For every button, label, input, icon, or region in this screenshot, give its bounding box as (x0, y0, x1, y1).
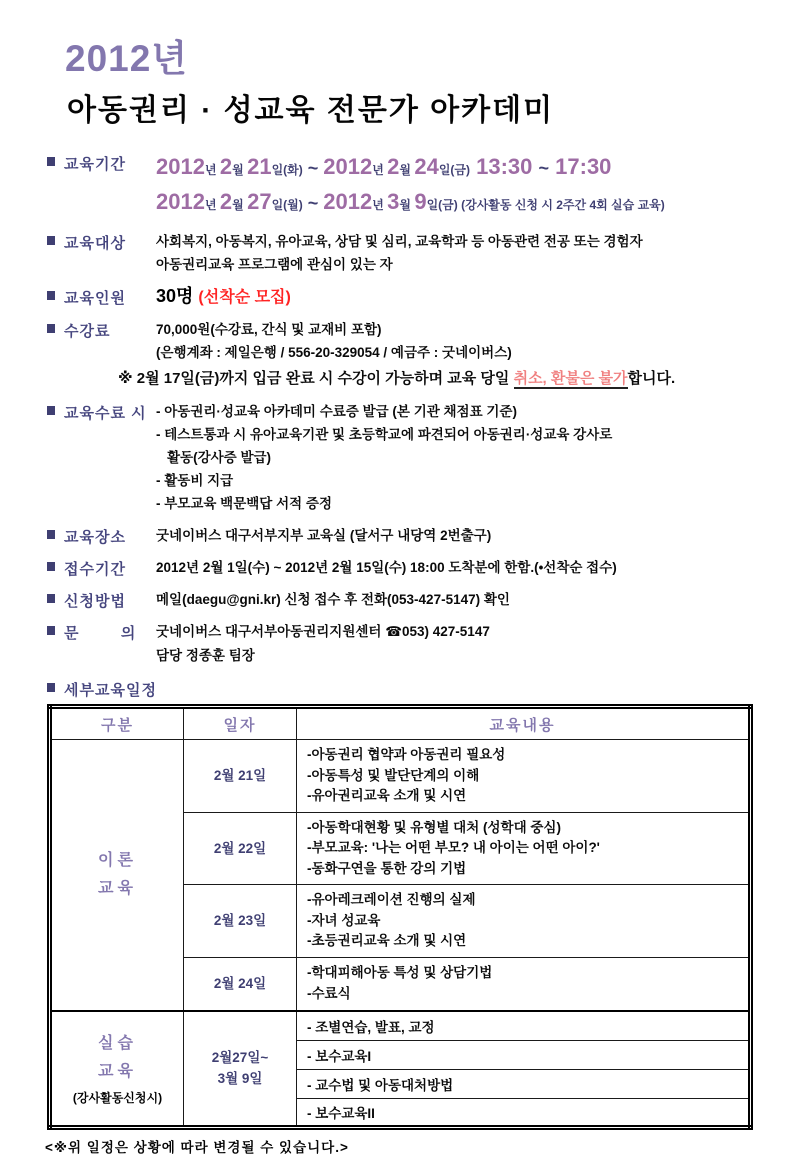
content-item: -아동학대현황 및 유형별 대처 (성학대 중심) (307, 819, 561, 835)
square-bullet-icon (47, 530, 55, 539)
content-item: -자녀 성교육 (307, 912, 381, 928)
header-content: 교육내용 (297, 707, 751, 740)
practice-group-cell (50, 1011, 184, 1127)
section-registration-period (45, 556, 754, 579)
square-bullet-icon (47, 291, 55, 300)
practice-date-line1: 2월27일~ (211, 1050, 269, 1066)
period-line-1: 2012년 2월 21일(화) ~ 2012년 2월 24일(금) 13:30 ~ 17:30 (156, 154, 612, 179)
content-item: -아동특성 및 발단단계의 이해 (307, 767, 480, 783)
content-item: -학대피해아동 특성 및 상담기법 (307, 965, 493, 981)
date-cell: 2월 22일 (184, 812, 297, 885)
info-sections (45, 151, 754, 700)
capacity-content: 30명 (선착순 모집) (156, 286, 291, 306)
fee-line-2: (은행계좌 : 제일은행 / 556-20-329054 / 예금주 : 굿네이버스) (156, 345, 512, 360)
practice-label-line1: 실습 (98, 1035, 137, 1053)
content-cell (297, 812, 751, 885)
completion-item: - 부모교육 백문백답 서적 증정 (156, 496, 332, 511)
section-contact (45, 620, 754, 668)
section-how-to-apply (45, 588, 754, 611)
practice-label-line2: 교육 (98, 1063, 137, 1081)
practice-label-sub: (강사활동신청시) (72, 1091, 163, 1106)
theory-label-line1: 이론 (98, 852, 137, 869)
completion-content (156, 400, 754, 515)
content-item: -유아권리교육 소개 및 시연 (307, 788, 467, 803)
section-education-target (45, 230, 754, 276)
square-bullet-icon (47, 236, 55, 245)
table-row-practice-1 (50, 1011, 751, 1040)
date-cell: 2월 21일 (184, 740, 297, 813)
completion-item-continued: 활동(강사증 발급) (167, 450, 272, 465)
target-content (156, 230, 754, 276)
contact-content (156, 620, 754, 668)
target-line-1: 사회복지, 아동복지, 유아교육, 상담 및 심리, 교육학과 등 아동관련 전공 또는 경험자 (156, 234, 643, 249)
fee-refund-note: ※ 2월 17일(금)까지 입금 완료 시 수강이 가능하며 교육 당일 취소, 환불은 불가합니다. (118, 370, 676, 387)
square-bullet-icon (47, 562, 55, 571)
completion-item: - 아동권리·성교육 아카데미 수료증 발급 (본 기관 채점표 기준) (156, 404, 517, 419)
section-detailed-schedule-header (45, 677, 754, 700)
period-content (156, 151, 754, 221)
square-bullet-icon (47, 324, 55, 333)
apply-text: 메일(daegu@gni.kr) 신청 접수 후 전화(053-427-5147) 확인 (156, 592, 510, 607)
content-item: -유아레크레이션 진행의 실제 (307, 892, 476, 907)
section-venue (45, 524, 754, 547)
practice-date-line2: 3월 9일 (217, 1071, 263, 1087)
target-line-2: 아동권리교육 프로그램에 관심이 있는 자 (156, 257, 393, 272)
square-bullet-icon (47, 406, 55, 415)
title-year: 2012년 (65, 38, 189, 79)
contact-line-2: 담당 정종훈 팀장 (156, 648, 255, 663)
section-education-period (45, 151, 754, 221)
theory-label-line2: 교육 (98, 880, 137, 897)
date-cell: 2월 23일 (184, 885, 297, 958)
content-cell: - 교수법 및 아동대처방법 (297, 1069, 751, 1098)
content-item: -부모교육: '나는 어떤 부모? 내 아이는 어떤 아이?' (307, 840, 600, 855)
venue-text: 굿네이버스 대구서부지부 교육실 (달서구 내당역 2번출구) (156, 528, 492, 543)
period-line-2: 2012년 2월 27일(월) ~ 2012년 3월 9일(금) (강사활동 신청 시 2주간 4회 실습 교육) (156, 189, 665, 214)
content-cell: - 조별연습, 발표, 교정 (297, 1011, 751, 1040)
section-label: 접수기간 (64, 561, 126, 578)
content-cell (297, 740, 751, 813)
registration-text: 2012년 2월 1일(수) ~ 2012년 2월 15일(수) 18:00 도착분에 한함.(•선착순 접수) (156, 560, 617, 575)
section-completion-benefits (45, 400, 754, 515)
content-item: -수료식 (307, 985, 351, 1001)
table-row-theory-1 (50, 740, 751, 813)
fee-content (118, 318, 754, 391)
practice-date-cell (184, 1011, 297, 1127)
square-bullet-icon (47, 626, 55, 635)
square-bullet-icon (47, 683, 55, 692)
section-label: 신청방법 (64, 593, 126, 610)
square-bullet-icon (47, 594, 55, 603)
page-title: 아동권리 · 성교육 전문가 아카데미 (67, 94, 555, 127)
section-label: 교육장소 (64, 529, 126, 546)
section-label: 교육기간 (64, 156, 126, 173)
section-label: 교육수료 시 (64, 405, 147, 422)
completion-item: - 테스트통과 시 유아교육기관 및 초등학교에 파견되어 아동권리·성교육 강사로 (156, 427, 613, 442)
fee-line-1: 70,000원(수강료, 간식 및 교재비 포함) (156, 322, 382, 337)
theory-group-cell (50, 740, 184, 1012)
date-cell: 2월 24일 (184, 957, 297, 1011)
schedule-table (47, 704, 753, 1130)
completion-item: - 활동비 지급 (156, 473, 234, 488)
content-item: -동화구연을 통한 강의 기법 (307, 860, 467, 876)
section-capacity (45, 285, 754, 309)
content-cell: - 보수교육II (297, 1098, 751, 1127)
section-label: 교육인원 (64, 290, 126, 307)
table-header-row (50, 707, 751, 740)
header-date: 일자 (184, 707, 297, 740)
content-cell: - 보수교육I (297, 1040, 751, 1069)
section-label: 교육대상 (64, 235, 126, 252)
schedule-change-footnote: <※위 일정은 상황에 따라 변경될 수 있습니다.> (45, 1139, 349, 1155)
content-item: -초등권리교육 소개 및 시연 (307, 933, 467, 948)
section-label: 문 의 (64, 625, 137, 642)
section-label: 세부교육일정 (64, 682, 157, 699)
contact-line-1: 굿네이버스 대구서부아동권리지원센터 ☎053) 427-5147 (156, 624, 490, 639)
section-label: 수강료 (64, 323, 111, 340)
header-category: 구분 (50, 707, 184, 740)
section-fee (45, 318, 754, 391)
content-cell (297, 957, 751, 1011)
square-bullet-icon (47, 157, 55, 166)
content-cell (297, 885, 751, 958)
content-item: -아동권리 협약과 아동권리 필요성 (307, 747, 506, 762)
